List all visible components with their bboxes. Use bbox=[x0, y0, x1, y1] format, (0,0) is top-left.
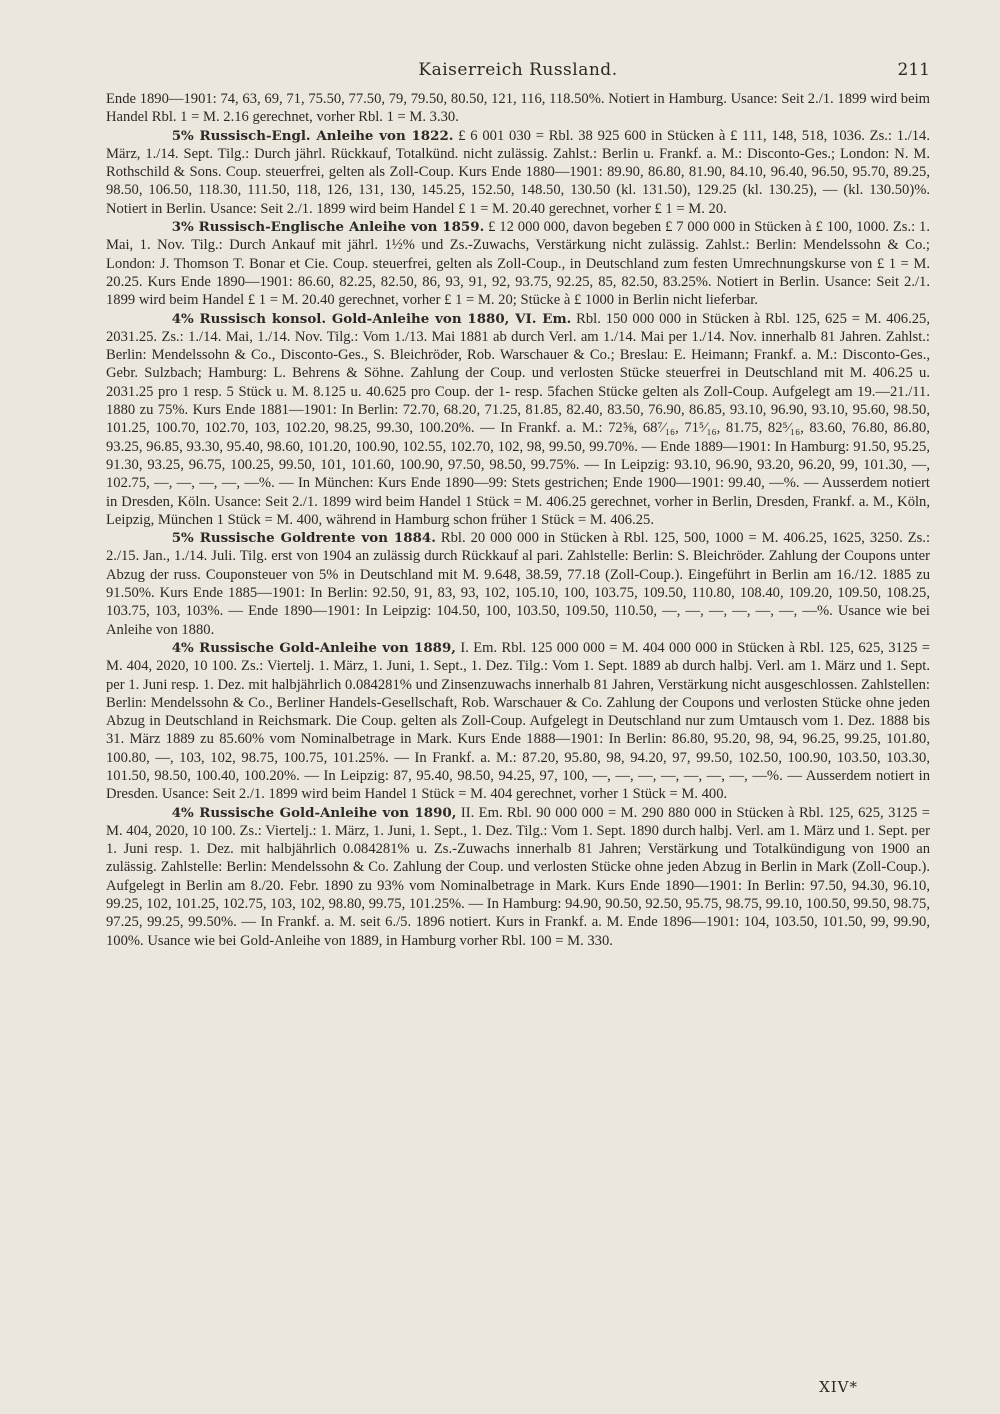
entry-heading: 3% Russisch-Englische Anleihe von 1859. bbox=[171, 219, 485, 236]
entry-heading: 4% Russische Gold-Anleihe von 1890, bbox=[171, 804, 457, 821]
paragraph-entry bbox=[106, 529, 930, 639]
entry-heading: 4% Russisch konsol. Gold-Anleihe von 1880, VI. Em. bbox=[171, 310, 572, 327]
paragraph-continuation bbox=[106, 90, 930, 127]
entry-heading: 4% Russische Gold-Anleihe von 1889, bbox=[171, 639, 456, 656]
paragraph-text: II. Em. Rbl. 90 000 000 = M. 290 880 000 in Stücken à Rbl. 125, 625, 3125 = M. 404, 2020, 10 100. Zs.: Viertelj.: 1. März, 1. Juni, 1. Sept., 1. Dez. Tilg.: Vom 1. Sept. 1890 durch halbj. Verl. am 1. März und 1. Sept. per 1. Juni resp. 1. Dez. mit halbjährlich 0.084281% u. Zs.-Zuwachs innerhalb 81 Jahren; Verstärkung und Totalkündigung von 1900 an zulässig. Zahlstelle: Berlin: Mendelssohn & Co. Zahlung der Coup. und verlosten Stücke ohne jeden Abzug in Berlin in Mark (Zoll-Coup.). Aufgelegt in Berlin am 8./20. Febr. 1890 zu 93% vom Nominalbetrage in Mark. Kurs Ende 1890—1901: In Berlin: 97.50, 94.30, 96.10, 99.25, 102, 101.25, 102.75, 103, 102, 98.80, 99.75, 101.25%. — In Hamburg: 94.90, 90.50, 92.50, 95.75, 98.75, 99.10, 100.50, 99.50, 98.75, 97.25, 99.25, 99.50%. — In Frankf. a. M. seit 6./5. 1896 notiert. Kurs in Frankf. a. M. Ende 1896—1901: 104, 103.50, 101.50, 99, 99.90, 100%. Usance wie bei Gold-Anleihe von 1889, in Hamburg vorher Rbl. 100 = M. 330. bbox=[106, 804, 930, 949]
paragraph-text: £ 6 001 030 = Rbl. 38 925 600 in Stücken à £ 111, 148, 518, 1036. Zs.: 1./14. März, 1./14. Sept. Tilg.: Durch jährl. Rückkauf, Totalkünd. nicht zulässig. Zahlst.: Berlin u. Frankf. a. M.: Disconto-Ges.; London: N. M. Rothschild & Sons. Coup. steuerfrei, gelten als Zoll-Coup. Kurs Ende 1880—1901: 89.90, 86.80, 81.90, 84.10, 96.40, 96.50, 95.70, 89.25, 98.50, 106.50, 118.30, 111.50, 118, 126, 131, 130, 145.25, 152.50, 148.50, 130.50 (kl. 131.50), 129.25 (kl. 130.25), — (kl. 130.50)%. Notiert in Berlin. Usance: Seit 2./1. 1899 wird beim Handel £ 1 = M. 20.40 gerechnet, vorher £ 1 = M. 20. bbox=[106, 127, 930, 217]
page-number: 211 bbox=[897, 60, 930, 80]
paragraph-text: I. Em. Rbl. 125 000 000 = M. 404 000 000 in Stücken à Rbl. 125, 625, 3125 = M. 404, 2020, 10 100. Zs.: Viertelj. 1. März, 1. Juni, 1. Sept., 1. Dez. Tilg.: Vom 1. Sept. 1889 ab durch halbj. Verl. am 1. März und 1. Sept. per 1. Juni resp. 1. Dez. mit halbjährlich 0.084281% und Zinsenzuwachs innerhalb 81 Jahren, Verstärkung nicht ausgeschlossen. Zahlstellen: Berlin: Mendelssohn & Co., Berliner Handels-Gesellschaft, Rob. Warschauer & Co. Zahlung der Coupons und verlosten Stücke ohne jeden Abzug in Deutschland in Reichsmark. Die Coup. gelten als Zoll-Coup. Aufgelegt in Deutschland nur zum Umtausch vom 1. Dez. 1888 bis 31. März 1889 zu 85.60% vom Nominalbetrage in Mark. Kurs Ende 1888—1901: In Berlin: 86.80, 95.20, 98, 94, 96.25, 99.25, 101.80, 100.80, —, 103, 102, 98.75, 100.75, 101.25%. — In Frankf. a. M.: 87.20, 95.80, 98, 94.20, 97, 99.50, 102.50, 100.90, 103.50, 103.30, 101.50, 98.50, 100.40, 100.20%. — In Leipzig: 87, 95.40, 98.50, 94.25, 97, 100, —, —, —, —, —, —, —, —%. — Ausserdem notiert in Dresden. Usance: Seit 2./1. 1899 wird beim Handel 1 Stück = M. 404 gerechnet, vorher 1 Stück = M. 400. bbox=[106, 639, 931, 803]
paragraph-entry bbox=[106, 804, 930, 950]
paragraph-text: £ 12 000 000, davon begeben £ 7 000 000 in Stücken à £ 100, 1000. Zs.: 1. Mai, 1. Nov. Tilg.: Durch Ankauf mit jährl. 1½% und Zs.-Zuwachs, Verstärkung nicht zulässig. Zahlst.: Berlin: Mendelssohn & Co.; London: J. Thomson T. Bonar et Cie. Coup. steuerfrei, gelten als Zoll-Coup., in Deutschland zum festen Umrechnungskurse von £ 1 = M. 20.25. Kurs Ende 1890—1901: 86.60, 82.25, 82.50, 86, 93, 91, 92, 93.75, 92.25, 85, 82.50, 83.25%. Notiert in Berlin. Usance: Seit 2./1. 1899 wird beim Handel £ 1 = M. 20.40 gerechnet, vorher £ 1 = M. 20; Stücke à £ 1000 in Berlin nicht lieferbar. bbox=[106, 219, 930, 309]
paragraph-text: Rbl. 150 000 000 in Stücken à Rbl. 125, 625 = M. 406.25, 2031.25. Zs.: 1./14. Mai, 1./14. Nov. Tilg.: Vom 1./13. Mai 1881 ab durch Verl. am 1./14. Mai per 1./14. Nov. innerhalb 81 Jahren. Zahlst.: Berlin: Mendelssohn & Co., Disconto-Ges., S. Bleichröder, Rob. Warschauer & Co.; Breslau: E. Heimann; Frankf. a. M.: Disconto-Ges., Gebr. Sulzbach; Hamburg: L. Behrens & Söhne. Zahlung der Coup. und verlosten Stücke steuerfrei in Deutschland mit M. 406.25 u. 2031.25 pro 1 resp. 5 Stück u. M. 8.125 u. 40.625 pro Coup. der 1- resp. 5fachen Stücke gelten als Zoll-Coup. Aufgelegt am 19.—21./11. 1880 zu 75%. Kurs Ende 1881—1901: In Berlin: 72.70, 68.20, 71.25, 81.85, 82.40, 83.50, 76.90, 86.85, 93.10, 96.90, 93.10, 95.60, 98.50, 101.25, 100.70, 102.70, 103, 102.20, 98.25, 99.30, 100.20%. — In Frankf. a. M.: 72⅝, 68⁷⁄₁₆, 71⁵⁄₁₆, 81.75, 82⁵⁄₁₆, 83.60, 76.80, 86.80, 93.25, 96.85, 93.30, 95.40, 98.60, 101.20, 100.90, 102.55, 102.70, 102, 98, 99.50, 99.70%. — Ende 1889—1901: In Hamburg: 91.50, 95.25, 91.30, 93.25, 96.75, 100.25, 99.50, 101, 101.60, 100.90, 97.50, 98.50, 99.75%. — In Leipzig: 93.10, 96.90, 93.20, 96.20, 99, 101.30, —, 102.75, —, —, —, —, —%. — In München: Kurs Ende 1890—99: Stets gestrichen; Ende 1900—1901: 99.40, —%. — Ausserdem notiert in Dresden, Köln. Usance: Seit 2./1. 1899 wird beim Handel 1 Stück = M. 406.25 gerechnet, vorher in Berlin, Dresden, Frankf. a. M., Köln, Leipzig, München 1 Stück = M. 400, während in Hamburg schon früher 1 Stück = M. 406.25. bbox=[106, 310, 930, 528]
entry-heading: 5% Russisch-Engl. Anleihe von 1822. bbox=[171, 127, 454, 144]
signature-mark: XIV* bbox=[819, 1378, 858, 1396]
paragraph-text: Ende 1890—1901: 74, 63, 69, 71, 75.50, 77.50, 79, 79.50, 80.50, 121, 116, 118.50%. Notiert in Hamburg. Usance: Seit 2./1. 1899 wird beim Handel Rbl. 1 = M. 2.16 gerechnet, vorher Rbl. 1 = M. 3.30. bbox=[106, 91, 930, 126]
page-header bbox=[106, 0, 930, 90]
paragraph-entry bbox=[106, 218, 930, 309]
paragraph-entry bbox=[106, 310, 930, 530]
paragraph-text: Rbl. 20 000 000 in Stücken à Rbl. 125, 500, 1000 = M. 406.25, 1625, 3250. Zs.: 2./15. Jan., 1./14. Juli. Tilg. erst von 1904 an zulässig durch Rückkauf al pari. Zahlstelle: Berlin: S. Bleichröder. Zahlung der Coupons unter Abzug der russ. Couponsteuer von 5% in Deutschland mit M. 9.648, 38.59, 77.18 (Zoll-Coup.). Eingeführt in Berlin am 16./12. 1885 zu 91.50%. Kurs Ende 1885—1901: In Berlin: 92.50, 91, 83, 93, 102, 105.10, 100, 103.75, 109.50, 110.80, 108.40, 109.20, 109.50, 108.25, 103.75, 103, 103%. — Ende 1890—1901: In Leipzig: 104.50, 100, 103.50, 109.50, 110.50, —, —, —, —, —, —, —%. Usance wie bei Anleihe von 1880. bbox=[106, 530, 931, 638]
paragraph-entry bbox=[106, 639, 930, 804]
entry-heading: 5% Russische Goldrente von 1884. bbox=[171, 530, 436, 547]
body-text bbox=[106, 90, 930, 950]
running-title: Kaiserreich Russland. bbox=[418, 60, 618, 80]
paragraph-entry bbox=[106, 127, 930, 218]
